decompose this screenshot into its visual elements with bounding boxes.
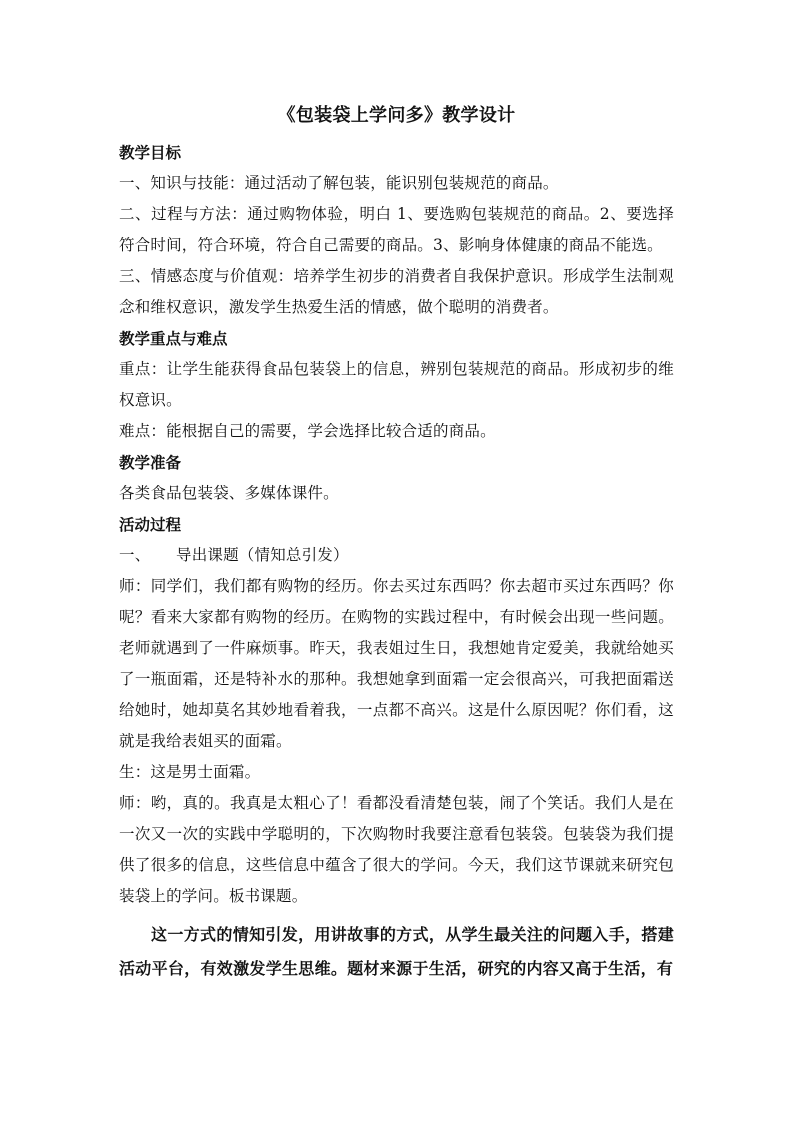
dialogue-teacher-2: 师：哟，真的。我真是太粗心了！看都没看清楚包装，闹了个笑话。我们人是在一次又一次的实践中学聪明的，下次购物时我要注意看包装袋。包装袋为我们提供了很多的信息，这些信息中蕴含了很大的学问。今天，我们这节课就来研究包装袋上的学问。板书课题。	[119, 794, 674, 905]
objective-values: 三、情感态度与价值观：培养学生初步的消费者自我保护意识。形成学生法制观念和维权意识，激发学生热爱生活的情感，做个聪明的消费者。	[119, 267, 674, 316]
prep-text: 各类食品包装袋、多媒体课件。	[119, 484, 339, 502]
document-title: 《包装袋上学问多》教学设计	[277, 105, 516, 126]
process-item-number: 一、	[119, 546, 151, 564]
process-heading: 活动过程	[119, 516, 182, 534]
keypoint-difficulty: 难点：能根据自己的需要，学会选择比较合适的商品。	[119, 422, 496, 440]
dialogue-teacher-1: 师：同学们，我们都有购物的经历。你去买过东西吗？你去超市买过东西吗？你呢？看来大家都有购物的经历。在购物的实践过程中，有时候会出现一些问题。老师就遇到了一件麻烦事。昨天，我表姐过生日，我想她肯定爱美，我就给她买了一瓶面霜，还是特补水的那种。我想她拿到面霜一定会很高兴，可我把面霜送给她时，她却莫名其妙地看着我，一点都不高兴。这是什么原因呢？你们看，这就是我给表姐买的面霜。	[119, 577, 674, 750]
document-body	[119, 102, 674, 986]
objective-process: 二、过程与方法：通过购物体验，明白 1、要选购包装规范的商品。2、要选择符合时间，符合环境，符合自己需要的商品。3、影响身体健康的商品不能选。	[119, 205, 674, 254]
process-item	[119, 540, 674, 571]
process-item-text: 导出课题（情知总引发）	[176, 546, 349, 564]
prep-heading: 教学准备	[119, 454, 182, 472]
keypoint-focus: 重点：让学生能获得食品包装袋上的信息，辨别包装规范的商品。形成初步的维权意识。	[119, 360, 674, 409]
objective-knowledge: 一、知识与技能：通过活动了解包装，能识别包装规范的商品。	[119, 174, 559, 192]
objectives-heading: 教学目标	[119, 144, 182, 162]
dialogue-student: 生：这是男士面霜。	[119, 763, 261, 781]
keypoints-heading: 教学重点与难点	[119, 330, 228, 348]
commentary-paragraph: 这一方式的情知引发，用讲故事的方式，从学生最关注的问题入手，搭建活动平台，有效激发学生思维。题材来源于生活，研究的内容又高于生活，有	[119, 925, 674, 978]
